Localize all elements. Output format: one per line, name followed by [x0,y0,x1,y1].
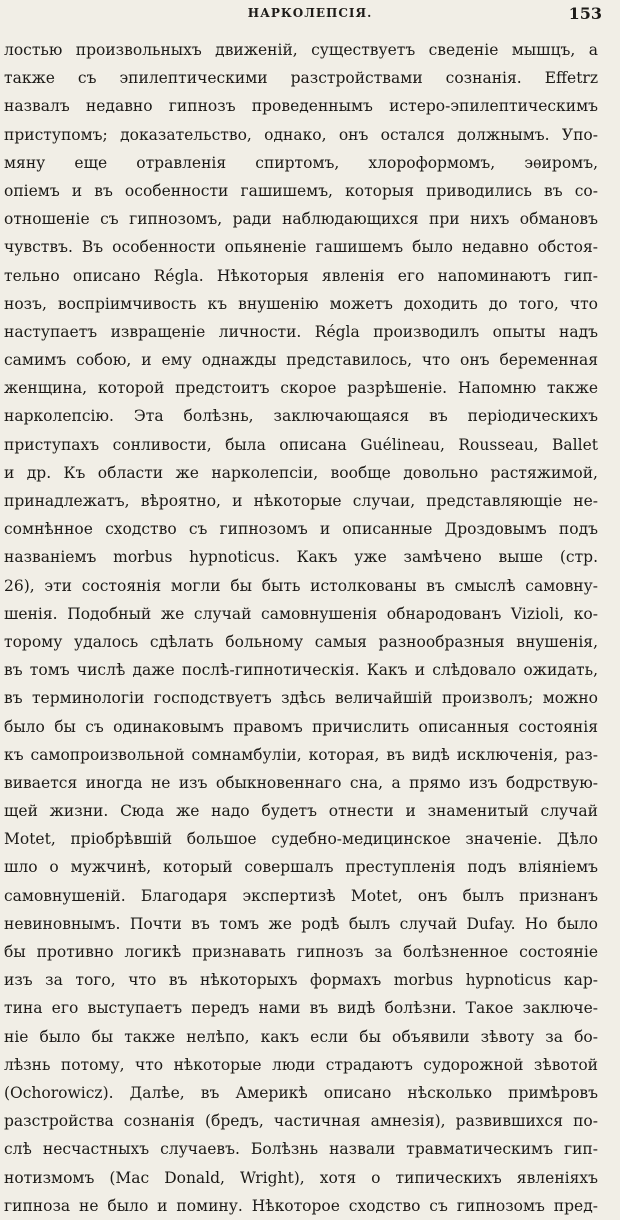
text-line: въ томъ числѣ даже послѣ-гипнотическія. Какъ и слѣдовало ожидать, [4,661,598,680]
text-line: 26), эти состоянія могли бы быть истолкованы въ смыслѣ самовну- [4,576,598,595]
text-line: вивается иногда не изъ обыкновеннаго сна, а прямо изъ бодрствую- [4,773,598,792]
text-line: ніе было бы также нелѣпо, какъ если бы объявили зѣвоту за бо- [4,1027,598,1046]
text-line: нозъ, воспріимчивость къ внушенію можетъ доходить до того, что [4,294,598,313]
text-line: торому удалось сдѣлать больному самыя разнообразныя внушенія, [4,632,598,651]
text-line: назвалъ недавно гипнозъ проведеннымъ истеро-эпилептическимъ [4,97,598,116]
text-line: въ терминологіи господствуетъ здѣсь величайшій произволъ; можно [4,689,598,708]
text-line: разстройства сознанія (бредъ, частичная амнезія), развившихся по- [4,1112,598,1131]
text-line: сомнѣнное сходство съ гипнозомъ и описанные Дроздовымъ подъ [4,520,598,539]
text-line: приступахъ сонливости, была описана Guélineau, Rousseau, Ballet [4,435,598,454]
text-line: (Ochorowicz). Далѣе, въ Америкѣ описано нѣсколько примѣровъ [4,1083,598,1102]
text-line: лостью произвольныхъ движеній, существуетъ сведеніе мышцъ, а [4,41,598,59]
text-line: шенія. Подобный же случай самовнушенія обнародованъ Vizioli, ко- [4,604,598,623]
text-line: мяну еще отравленія спиртомъ, хлороформомъ, эѳиромъ, [4,153,598,172]
text-line: самимъ собою, и ему однажды представилось, что онъ беременная [4,351,598,370]
body-text [4,36,598,1220]
text-line: приступомъ; доказательство, однако, онъ остался должнымъ. Упо- [4,125,598,144]
text-line: шло о мужчинѣ, который совершалъ преступленія подъ вліяніемъ [4,858,598,877]
text-line: принадлежатъ, вѣроятно, и нѣкоторые случаи, представляющіе не- [4,492,598,510]
text-line: невиновнымъ. Почти въ томъ же родѣ былъ случай Dufay. Но было [4,914,598,933]
text-line: нотизмомъ (Mac Donald, Wright), хотя о типическихъ явленіяхъ [4,1168,598,1187]
text-line: нарколепсію. Эта болѣзнь, заключающаяся въ періодическихъ [4,407,598,426]
text-line: изъ за того, что въ нѣкоторыхъ формахъ morbus hypnoticus кар- [4,971,598,990]
text-line: чувствъ. Въ особенности опьяненіе гашишемъ было недавно обстоя- [4,238,598,257]
text-line: было бы съ одинаковымъ правомъ причислить описанныя состоянія [4,717,598,736]
text-line: самовнушеній. Благодаря экспертизѣ Motet, онъ былъ признанъ [4,886,598,905]
text-line: и др. Къ области же нарколепсіи, вообще довольно растяжимой, [4,463,598,482]
page-header [0,4,620,26]
text-line: слѣ несчастныхъ случаевъ. Болѣзнь назвали травматическимъ гип- [4,1140,598,1159]
text-line: бы противно логикѣ признавать гипнозъ за болѣзненное состояніе [4,943,598,961]
text-line: тельно описано Régla. Нѣкоторыя явленія его напоминаютъ гип- [4,266,598,285]
text-line: тина его выступаетъ передъ нами въ видѣ болѣзни. Такое заключе- [4,999,598,1018]
text-line: женщина, которой предстоитъ скорое разрѣшеніе. Напомню также [4,379,598,398]
page-number: 153 [568,4,602,23]
text-line: лѣзнь потому, что нѣкоторые люди страдаютъ судорожной зѣвотой [4,1055,598,1074]
running-head: НАРКОЛЕПСІЯ. [247,6,373,20]
text-line: Motet, пріобрѣвшій большое судебно-медицинское значеніе. Дѣло [4,830,598,849]
text-line: къ самопроизвольной сомнамбуліи, которая, въ видѣ исключенія, раз- [4,745,598,764]
text-line: отношеніе съ гипнозомъ, ради наблюдающихся при нихъ обмановъ [4,210,598,229]
text-line: наступаетъ извращеніе личности. Régla производилъ опыты надъ [4,322,598,341]
text-line: названіемъ morbus hypnoticus. Какъ уже замѣчено выше (стр. [4,548,598,567]
text-line: гипноза не было и помину. Нѣкоторое сходство съ гипнозомъ пред- [4,1196,598,1215]
text-line: щей жизни. Сюда же надо будетъ отнести и знаменитый случай [4,802,598,821]
text-line: опіемъ и въ особенности гашишемъ, которыя приводились въ со- [4,181,598,200]
text-line: также съ эпилептическими разстройствами сознанія. Effetrz [4,69,598,88]
